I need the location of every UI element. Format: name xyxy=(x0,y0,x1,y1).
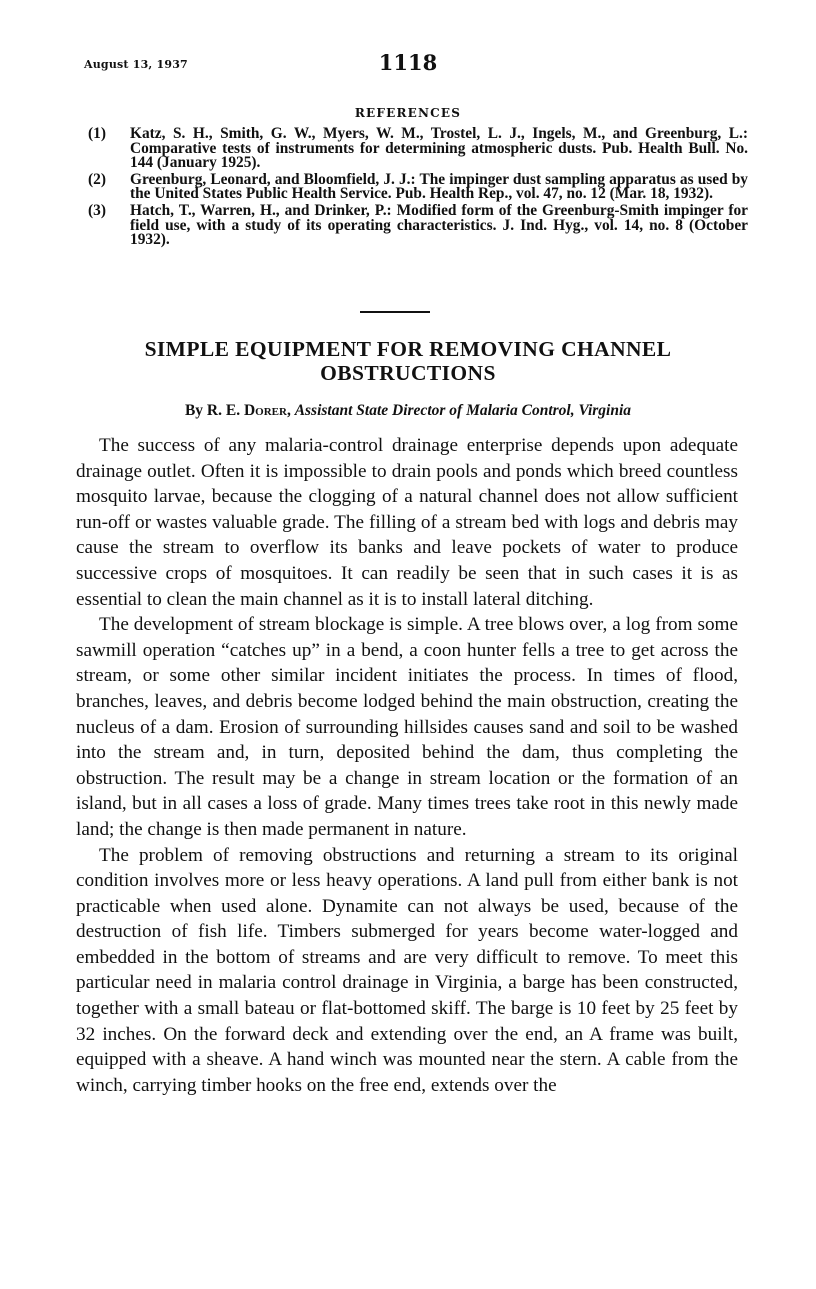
body-paragraph: The problem of removing obstructions and returning a stream to its original condition involves more or less heavy operations. A land pull from either bank is not practicable when used alone. Dynamite can not always be used, because of the destruction of fish life. Timbers submerged for years become water-logged and embedded in the bottom of streams and are very difficult to remove. To meet this particular need in malaria control drainage in Virginia, a barge has been constructed, together with a small bateau or flat-bottomed skiff. The barge is 10 feet by 25 feet by 32 inches. On the forward deck and extending over the end, an A frame was built, equipped with a sheave. A hand winch was mounted near the stern. A cable from the winch, carrying timber hooks on the free end, extends over the xyxy=(76,844,738,1096)
page-number: 1118 xyxy=(378,50,438,75)
article-byline xyxy=(0,402,816,420)
author-affiliation: Assistant State Director of Malaria Control, Virginia xyxy=(294,402,632,419)
reference-item xyxy=(88,201,748,249)
references-heading: REFERENCES xyxy=(354,106,462,120)
references-list xyxy=(88,127,748,250)
body-paragraph: The success of any malaria-control drainage enterprise depends upon adequate drainage outlet. Often it is impossible to drain pools and ponds which breed countless mosquito larvae, because the clogging of a natural channel does not allow sufficient run-off or wastes valuable grade. The filling of a stream bed with logs and debris may cause the stream to overflow its banks and leave pockets of water to produce successive crops of mosquitoes. It can readily be seen that in such cases it is as essential to clean the main channel as it is to install lateral ditching. xyxy=(76,435,738,610)
article-body xyxy=(76,433,738,1098)
reference-item xyxy=(88,170,748,203)
author-surname: Dorer xyxy=(243,402,287,419)
byline-separator: , xyxy=(286,402,295,419)
reference-number: (1) xyxy=(88,125,106,142)
reference-text: Katz, S. H., Smith, G. W., Myers, W. M., Trostel, L. J., Ingels, M., and Greenburg, L.: Comparative tests of instruments for determining atmospheric dusts. Pub. Health Bull. No. 144 (January 1925). xyxy=(130,125,748,172)
reference-number: (2) xyxy=(88,170,106,188)
article-title xyxy=(0,337,816,385)
reference-item xyxy=(88,127,748,171)
body-paragraph: The development of stream blockage is simple. A tree blows over, a log from some sawmill operation “catches up” in a bend, a coon hunter fells a tree to get across the stream, or some other similar incident initiates the process. In times of flood, branches, leaves, and debris become lodged behind the main obstruction, creating the nucleus of a dam. Erosion of surrounding hillsides causes sand and soil to be washed into the stream and, in turn, deposited behind the dam, thus completing the obstruction. The result may be a change in stream location or the formation of an island, but in all cases a loss of grade. Many times trees take root in this newly made land; the change is then made permanent in nature. xyxy=(76,614,738,840)
reference-number: (3) xyxy=(88,201,106,219)
article-title-line-1: SIMPLE EQUIPMENT FOR REMOVING CHANNEL xyxy=(144,337,672,361)
running-head-date: August 13, 1937 xyxy=(84,58,188,71)
byline-prefix: By R. E. xyxy=(184,402,244,419)
reference-text: Hatch, T., Warren, H., and Drinker, P.: Modified form of the Greenburg-Smith impinger for field use, with a study of its operating characteristics. J. Ind. Hyg., vol. 14, no. 8 (October 1932). xyxy=(130,201,748,249)
reference-text: Greenburg, Leonard, and Bloomfield, J. J.: The impinger dust sampling apparatus as used by the United States Public Health Service. Pub. Health Rep., vol. 47, no. 12 (Mar. 18, 1932). xyxy=(130,170,748,203)
article-title-line-2: OBSTRUCTIONS xyxy=(320,361,496,385)
section-divider xyxy=(360,311,430,313)
